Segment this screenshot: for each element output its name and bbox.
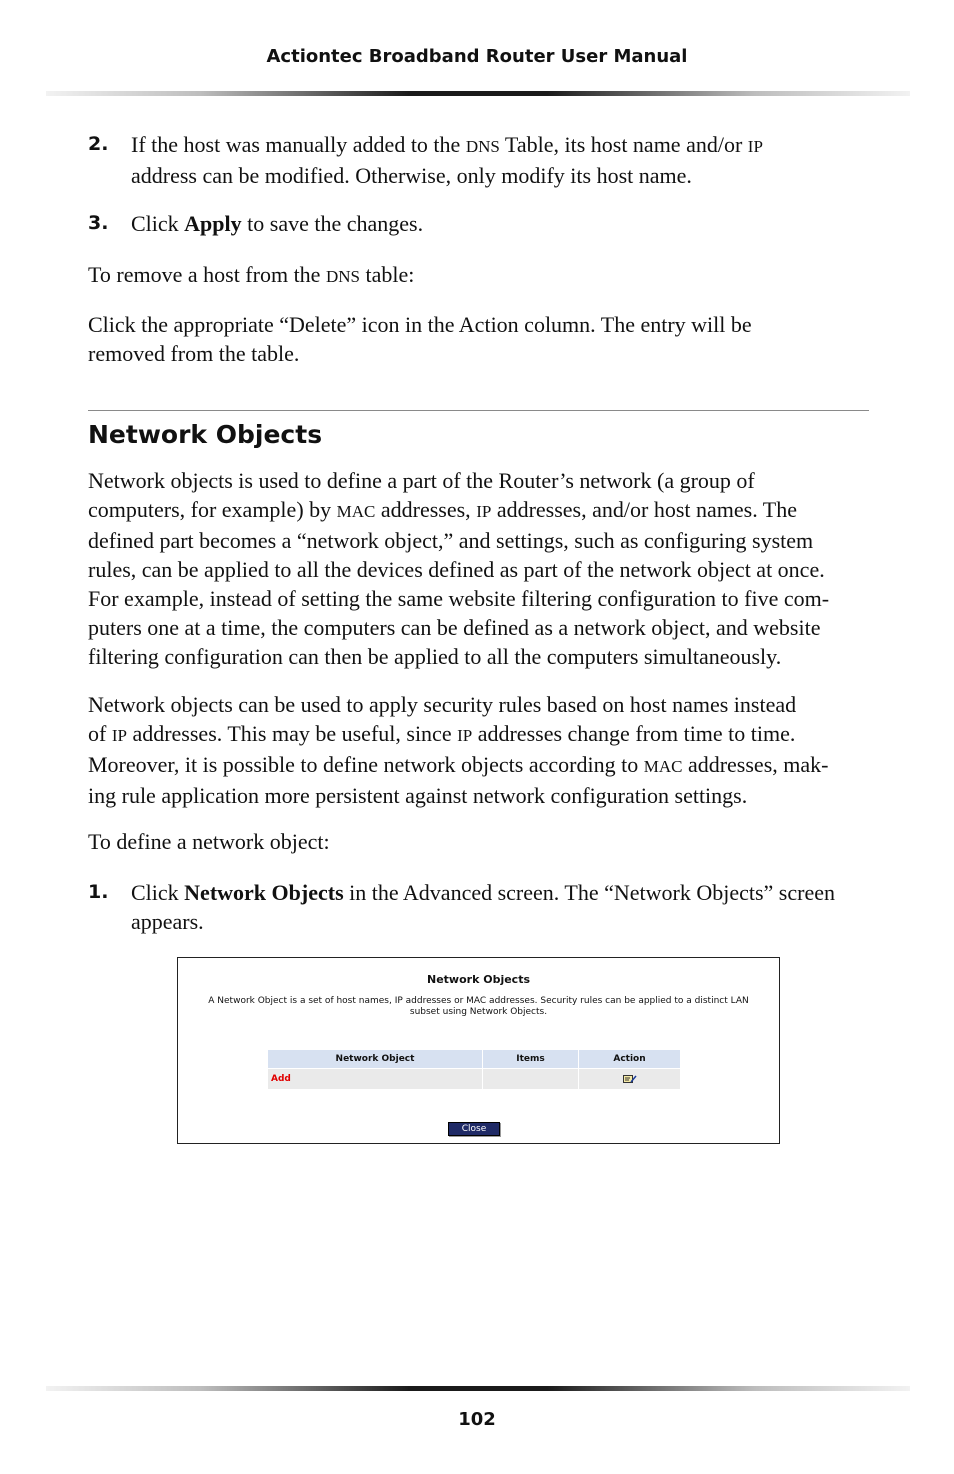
step-number: 1. (88, 881, 109, 903)
step-3: 3. Click Apply to save the changes. (88, 211, 424, 236)
column-header-action: Action (579, 1050, 680, 1068)
network-objects-paragraph-1: Network objects is used to define a part of the Router’s network (a group of computers, for example) by MAC addresses, IP addresses, and/or host names. The defined part becomes a “network object,” and settings, such as configuring system rules, can be applied to all the devices defined as part of the network object at once. For example, instead of setting the same website filtering configuration to five com- puters one at a time, the computers can be defined as a network object, and website filtering configuration can then be applied to all the computers simultaneously. (88, 468, 830, 669)
step-1: 1. Click Network Objects in the Advanced screen. The “Network Objects” screen appears. (88, 880, 835, 934)
step-number: 3. (88, 212, 109, 234)
step-number: 2. (88, 133, 109, 155)
column-header-network-object: Network Object (268, 1050, 482, 1068)
add-link[interactable]: Add (271, 1074, 291, 1084)
remove-instruction: Click the appropriate “Delete” icon in the Action column. The entry will be removed from the table. (88, 312, 752, 366)
step-2: 2. If the host was manually added to the DNS Table, its host name and/or IP address can be modified. Otherwise, only modify its host name. (88, 132, 763, 188)
screen-description: A Network Object is a set of host names, IP addresses or MAC addresses. Security rules can be applied to a distinct LAN subset using Network Objects. (208, 996, 749, 1017)
define-intro: To define a network object: (88, 829, 330, 854)
header-divider (46, 91, 910, 96)
edit-icon[interactable] (623, 1074, 637, 1084)
close-button[interactable]: Close (448, 1122, 500, 1136)
add-cell (268, 1069, 482, 1089)
remove-intro: To remove a host from the DNS table: (88, 262, 415, 287)
network-objects-table (267, 1049, 681, 1090)
column-header-items: Items (483, 1050, 578, 1068)
network-objects-screenshot (177, 957, 780, 1144)
running-header: Actiontec Broadband Router User Manual (266, 46, 688, 67)
screen-title: Network Objects (427, 973, 530, 986)
network-objects-term: Network Objects (184, 880, 344, 905)
section-divider (88, 410, 869, 411)
action-cell (579, 1069, 680, 1089)
page-number: 102 (458, 1409, 496, 1430)
apply-term: Apply (184, 211, 242, 236)
section-heading: Network Objects (88, 420, 323, 449)
items-cell (483, 1069, 578, 1089)
footer-divider (46, 1386, 910, 1391)
table-header-row (268, 1050, 680, 1068)
network-objects-paragraph-2: Network objects can be used to apply security rules based on host names instead of IP addresses. This may be useful, since IP addresses change from time to time. Moreover, it is possible to define network objects according to MAC addresses, mak- ing rule application more persistent against network configuration settings. (88, 692, 829, 808)
table-row (268, 1069, 680, 1089)
